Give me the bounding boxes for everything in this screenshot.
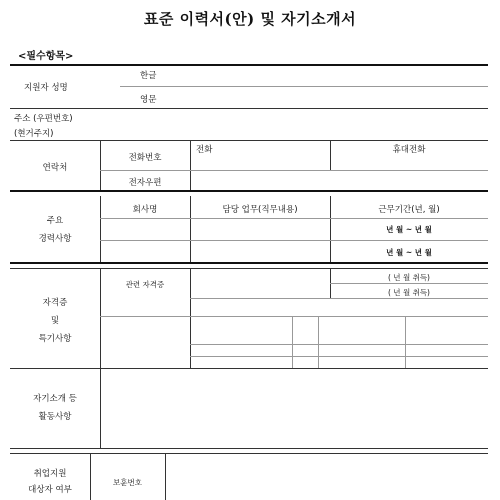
english-name-label: 영문 [140,95,157,105]
career-label-line1: 주요 [46,216,64,226]
activities-label-line1: 자기소개 등 [33,394,77,404]
activities-label [10,390,100,426]
phone-sublabel: 전화 [196,145,213,155]
address-bottom-border [10,140,488,141]
veterans-number-label: 보훈번호 [113,478,142,487]
support-top-border [10,453,488,454]
career-period-header: 근무기간(년, 월) [378,205,440,215]
table-top-border [10,64,488,66]
career-label [10,212,100,248]
address-sublabel: (현거주지) [14,129,54,139]
career-bottom-border-1 [10,262,488,264]
career-label-line2: 경력사항 [38,234,72,244]
career-period-row-1: 년 월 ~ 년 월 [386,225,432,234]
career-company-header: 회사명 [132,205,158,215]
career-period-row-2: 년 월 ~ 년 월 [386,248,432,257]
mobile-sublabel: 휴대전화 [392,145,426,155]
qual-grid-divider-2 [318,316,319,368]
related-cert-label: 관련 자격증 [125,280,165,289]
contact-row-divider [100,170,488,171]
contact-field-divider [190,140,191,190]
qual-label-line1: 자격증 [42,298,68,308]
career-header-divider [100,218,488,219]
document-title: 표준 이력서(안) 및 자기소개서 [143,10,357,28]
qual-grid-divider-1 [292,316,293,368]
support-label-line2: 대상자 여부 [28,485,72,495]
career-duty-header: 담당 업무(직무내용) [222,205,298,215]
cert-acquired-row-1: ( 년 월 취득) [388,273,430,282]
qual-row-divider-1 [190,298,488,299]
email-label: 전자우편 [128,178,162,188]
qual-label-line2: 및 [50,316,60,326]
qual-cert-divider [190,268,191,368]
activities-label-divider [100,368,101,448]
cert-acquired-row-2: ( 년 월 취득) [388,288,430,297]
qual-row-divider-4 [190,356,488,357]
qualifications-label [10,294,100,348]
qual-acq-row-divider [330,283,488,284]
name-bottom-border [10,108,488,109]
career-row-divider [100,240,488,241]
contact-bottom-border [10,190,488,192]
applicant-name-label: 지원자 성명 [24,83,68,93]
career-bottom-border-2 [10,268,488,269]
activities-label-line2: 활동사항 [38,412,72,422]
required-section-header: <필수항목> [18,51,74,62]
qual-row-divider-3 [190,344,488,345]
phone-number-label: 전화번호 [128,153,162,163]
name-row-divider [120,86,488,87]
support-number-divider [165,453,166,500]
employment-support-label [10,466,90,498]
qual-row-divider-2 [100,316,488,317]
contact-label: 연락처 [42,163,68,173]
address-label: 주소 (우편번호) [14,114,73,124]
qual-bottom-border [10,368,488,369]
activities-bottom-border [10,448,488,449]
support-label-line1: 취업지원 [33,469,67,479]
qual-grid-divider-3 [405,316,406,368]
korean-name-label: 한글 [140,71,157,81]
qual-label-line3: 특기사항 [38,334,72,344]
